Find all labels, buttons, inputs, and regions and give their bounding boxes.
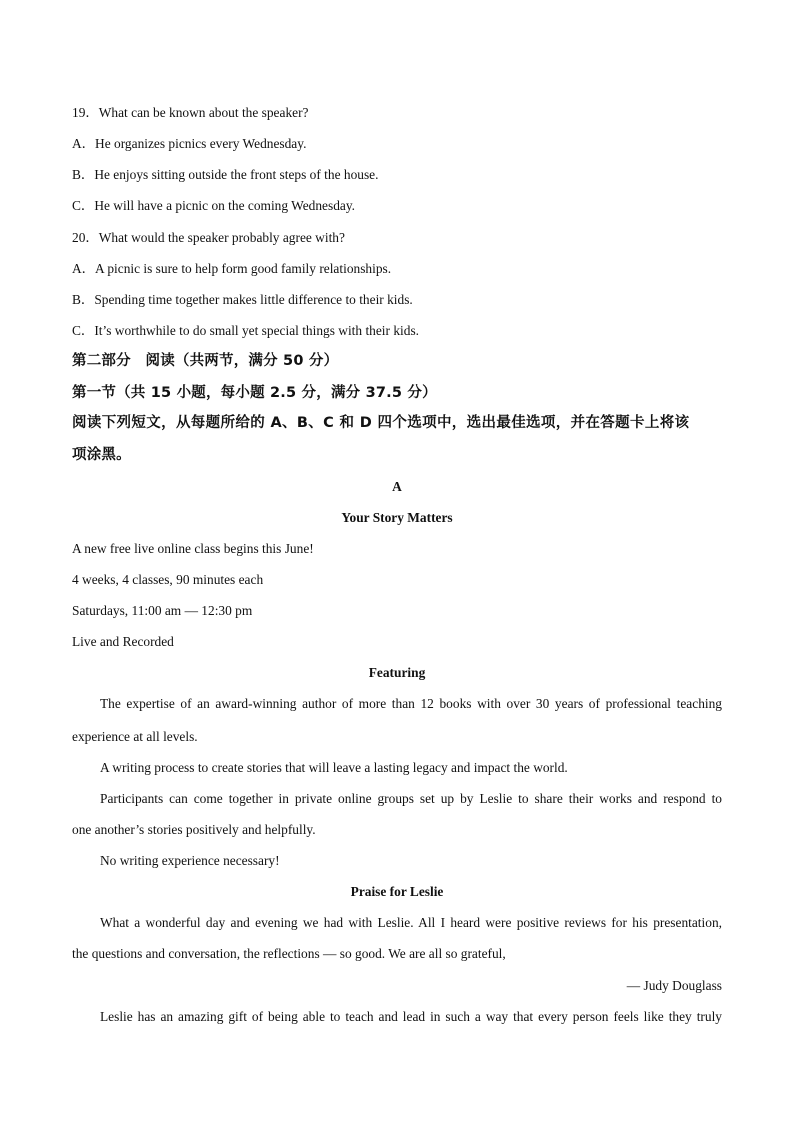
intro-line-4: Live and Recorded [72, 634, 174, 649]
featuring-paragraph-1-line-2: experience at all levels. [72, 729, 198, 744]
question-19-stem: 19．What can be known about the speaker? [72, 105, 309, 120]
exam-page [72, 0, 722, 1123]
praise-heading: Praise for Leslie [350, 884, 444, 899]
question-20-option-b: B．Spending time together makes little difference to their kids. [72, 292, 413, 307]
question-19-option-a: A．He organizes picnics every Wednesday. [72, 136, 307, 151]
featuring-heading: Featuring [368, 665, 426, 680]
question-19-option-c: C．He will have a picnic on the coming Wednesday. [72, 198, 356, 213]
instruction-line-1: 阅读下列短文，从每题所给的 A、B、C 和 D 四个选项中，选出最佳选项，并在答题卡上将该 [72, 415, 690, 431]
passage-letter: A [392, 479, 402, 494]
featuring-paragraph-4: No writing experience necessary! [100, 853, 280, 868]
intro-line-2: 4 weeks, 4 classes, 90 minutes each [72, 572, 264, 587]
featuring-paragraph-1-line-1: The expertise of an award-winning author of more than 12 books with over 30 years of professional teaching [100, 696, 722, 711]
intro-line-3: Saturdays, 11:00 am — 12:30 pm [72, 603, 253, 618]
passage-title: Your Story Matters [341, 510, 453, 525]
featuring-paragraph-3-line-2: one another’s stories positively and helpfully. [72, 822, 316, 837]
praise-quote-1-author: — Judy Douglass [626, 978, 722, 993]
question-19-option-b: B．He enjoys sitting outside the front steps of the house. [72, 167, 379, 182]
praise-quote-1-line-1: What a wonderful day and evening we had with Leslie. All I heard were positive reviews for his presentation, [100, 915, 722, 930]
praise-quote-2-line-1: Leslie has an amazing gift of being able to teach and lead in such a way that every person feels like they truly [100, 1009, 722, 1024]
part-title: 第二部分 阅读（共两节，满分 50 分） [72, 353, 339, 369]
praise-quote-1-line-2: the questions and conversation, the reflections — so good. We are all so grateful, [72, 946, 506, 961]
featuring-paragraph-2: A writing process to create stories that will leave a lasting legacy and impact the world. [100, 760, 568, 775]
subsection-title: 第一节（共 15 小题，每小题 2.5 分，满分 37.5 分） [72, 385, 437, 401]
question-20-stem: 20．What would the speaker probably agree with? [72, 230, 345, 245]
question-20-option-a: A．A picnic is sure to help form good family relationships. [72, 261, 392, 276]
instruction-line-2: 项涂黑。 [72, 447, 131, 463]
featuring-paragraph-3-line-1: Participants can come together in private online groups set up by Leslie to share their works and respond to [100, 791, 722, 806]
intro-line-1: A new free live online class begins this June! [72, 541, 314, 556]
question-20-option-c: C．It’s worthwhile to do small yet special things with their kids. [72, 323, 420, 338]
